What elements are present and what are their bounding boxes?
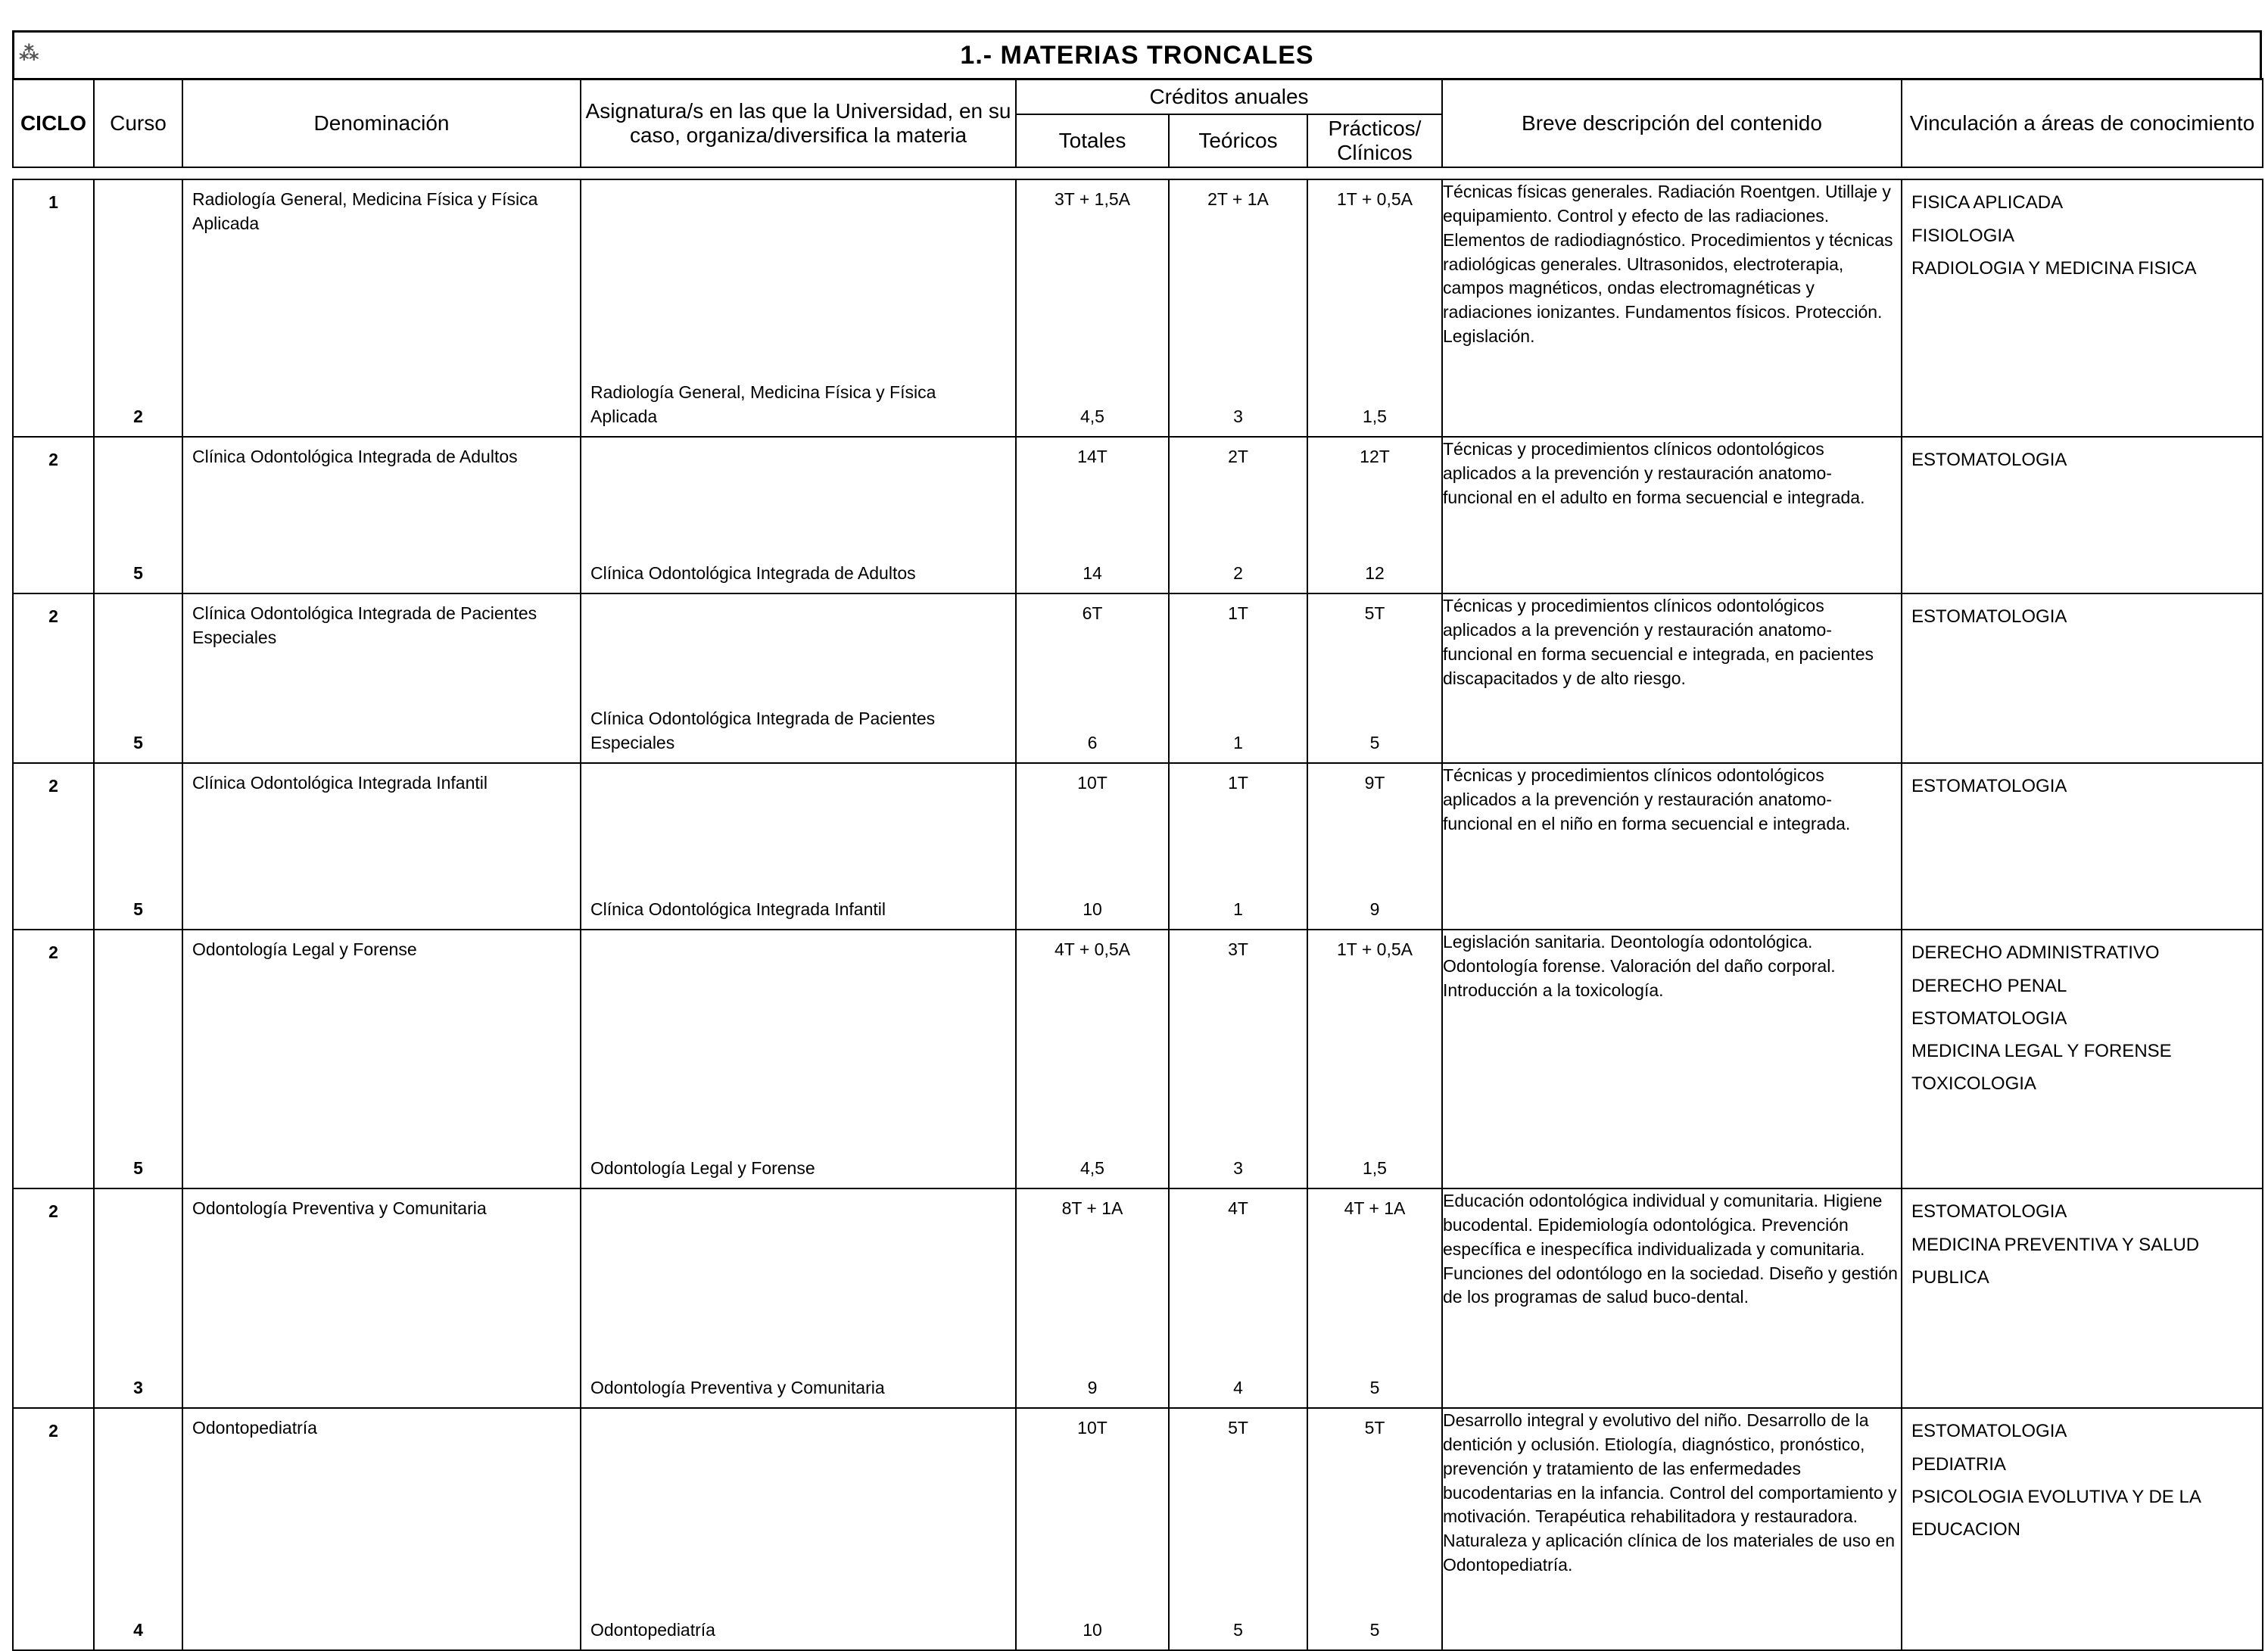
denominacion-cell: Odontopediatría xyxy=(192,1418,317,1438)
subject-row xyxy=(13,593,2263,763)
teoricos-top-cell: 5T xyxy=(1228,1418,1248,1438)
area-item: ESTOMATOLOGIA xyxy=(1911,1008,2067,1029)
practicos-top-cell: 12T xyxy=(1360,447,1390,467)
curso-cell: 5 xyxy=(133,732,143,752)
asignatura-cell: Odontología Preventiva y Comunitaria xyxy=(590,1377,885,1397)
ciclo-cell: 2 xyxy=(13,593,94,763)
teoricos-cell: 5 xyxy=(1233,1619,1243,1640)
curso-cell: 5 xyxy=(133,1157,143,1178)
area-item: PEDIATRIA xyxy=(1911,1453,2006,1475)
area-item: FISIOLOGIA xyxy=(1911,225,2015,246)
header-asignatura: Asignatura/s en las que la Universidad, en su caso, organiza/diversifica la materia xyxy=(581,79,1016,168)
asignatura-cell: Clínica Odontológica Integrada de Pacientes Especiales xyxy=(590,708,936,752)
totales-cell: 9 xyxy=(1087,1377,1098,1397)
asignatura-cell: Odontología Legal y Forense xyxy=(590,1157,815,1178)
corner-mark: ⁂ xyxy=(19,42,40,64)
descripcion-cell: Educación odontológica individual y comunitaria. Higiene bucodental. Epidemiología odontológica. Prevención específica e inespecífica individualizada y comunitaria. Funciones del odontólogo en la sociedad. Diseño y gestión de los programas de salud buco-dental. xyxy=(1442,1188,1902,1408)
denominacion-cell: Clínica Odontológica Integrada de Adultos xyxy=(192,447,518,467)
header-practicos: Prácticos/ Clínicos xyxy=(1307,114,1442,167)
totales-cell: 14 xyxy=(1083,562,1102,583)
teoricos-cell: 3 xyxy=(1233,406,1243,426)
ciclo-cell: 2 xyxy=(13,763,94,930)
totales-cell: 6 xyxy=(1087,732,1098,752)
subject-row xyxy=(13,1408,2263,1650)
areas-list xyxy=(1902,764,2262,808)
practicos-cell: 9 xyxy=(1369,899,1380,919)
area-item: RADIOLOGIA Y MEDICINA FISICA xyxy=(1911,257,2197,279)
practicos-top-cell: 5T xyxy=(1364,603,1385,624)
teoricos-cell: 1 xyxy=(1233,899,1243,919)
practicos-cell: 1,5 xyxy=(1363,1157,1387,1178)
subject-row xyxy=(13,437,2263,593)
areas-list xyxy=(1902,594,2262,639)
area-item: TOXICOLOGIA xyxy=(1911,1073,2036,1095)
totales-cell: 10 xyxy=(1083,899,1102,919)
section-title: 1.- MATERIAS TRONCALES xyxy=(960,40,1314,70)
teoricos-cell: 4 xyxy=(1233,1377,1243,1397)
ciclo-cell: 2 xyxy=(13,1188,94,1408)
asignatura-cell: Clínica Odontológica Integrada de Adultos xyxy=(590,562,916,583)
area-item: PSICOLOGIA EVOLUTIVA Y DE LA EDUCACION xyxy=(1911,1486,2201,1540)
denominacion-cell: Radiología General, Medicina Física y Física Aplicada xyxy=(192,189,538,234)
totales-top-cell: 4T + 0,5A xyxy=(1055,939,1130,960)
asignatura-cell: Radiología General, Medicina Física y Física Aplicada xyxy=(590,382,936,426)
practicos-top-cell: 4T + 1A xyxy=(1344,1198,1406,1219)
practicos-cell: 5 xyxy=(1369,1377,1380,1397)
area-item: ESTOMATOLOGIA xyxy=(1911,450,2067,471)
practicos-top-cell: 1T + 0,5A xyxy=(1337,189,1413,210)
header-creditos: Créditos anuales xyxy=(1016,79,1442,115)
descripcion-cell: Legislación sanitaria. Deontología odontológica. Odontología forense. Valoración del daño corporal. Introducción a la toxicología. xyxy=(1442,930,1902,1188)
totales-cell: 4,5 xyxy=(1080,406,1104,426)
descripcion-cell: Técnicas y procedimientos clínicos odontológicos aplicados a la prevención y restauración anatomo-funcional en el niño en forma secuencial e integrada. xyxy=(1442,763,1902,930)
area-item: ESTOMATOLOGIA xyxy=(1911,606,2067,628)
totales-top-cell: 10T xyxy=(1077,1418,1108,1438)
teoricos-top-cell: 1T xyxy=(1228,773,1248,793)
areas-list xyxy=(1902,438,2262,482)
descripcion-cell: Técnicas y procedimientos clínicos odontológicos aplicados a la prevención y restauración anatomo-funcional en el adulto en forma secuencial e integrada. xyxy=(1442,437,1902,593)
area-item: DERECHO PENAL xyxy=(1911,975,2067,996)
areas-list xyxy=(1902,930,2262,1106)
area-item: FISICA APLICADA xyxy=(1911,192,2064,213)
teoricos-cell: 3 xyxy=(1233,1157,1243,1178)
practicos-cell: 5 xyxy=(1369,1619,1380,1640)
header-teoricos: Teóricos xyxy=(1169,114,1307,167)
asignatura-cell: Odontopediatría xyxy=(590,1619,715,1640)
teoricos-cell: 1 xyxy=(1233,732,1243,752)
header-curso: Curso xyxy=(94,79,182,168)
practicos-top-cell: 9T xyxy=(1364,773,1385,793)
teoricos-top-cell: 1T xyxy=(1228,603,1248,624)
totales-top-cell: 6T xyxy=(1082,603,1103,624)
denominacion-cell: Odontología Legal y Forense xyxy=(192,939,417,960)
area-item: DERECHO ADMINISTRATIVO xyxy=(1911,942,2160,964)
totales-cell: 10 xyxy=(1083,1619,1102,1640)
header-denominacion: Denominación xyxy=(182,79,581,168)
curso-cell: 4 xyxy=(133,1619,143,1640)
totales-top-cell: 8T + 1A xyxy=(1061,1198,1123,1219)
subject-row xyxy=(13,930,2263,1188)
denominacion-cell: Clínica Odontológica Integrada Infantil xyxy=(192,773,488,793)
teoricos-top-cell: 2T + 1A xyxy=(1207,189,1269,210)
curso-cell: 2 xyxy=(133,406,143,426)
totales-cell: 4,5 xyxy=(1080,1157,1104,1178)
subjects-table xyxy=(12,78,2263,1651)
header-descripcion: Breve descripción del contenido xyxy=(1442,79,1902,168)
denominacion-cell: Odontología Preventiva y Comunitaria xyxy=(192,1198,487,1219)
header-vinculacion: Vinculación a áreas de conocimiento xyxy=(1902,79,2263,168)
descripcion-cell: Técnicas y procedimientos clínicos odontológicos aplicados a la prevención y restauración anatomo-funcional en forma secuencial e integrada, en pacientes discapacitados y de alto riesgo. xyxy=(1442,593,1902,763)
practicos-top-cell: 1T + 0,5A xyxy=(1337,939,1413,960)
header-totales: Totales xyxy=(1016,114,1169,167)
subject-row xyxy=(13,1188,2263,1408)
descripcion-cell: Desarrollo integral y evolutivo del niño. Desarrollo de la dentición y oclusión. Etiología, diagnóstico, pronóstico, prevención y tratamiento de las enfermedades bucodentarias en la infancia. Control del comportamiento y motivación. Terapéutica rehabilitadora y restauradora. Naturaleza y aplicación clínica de los materiales de uso en Odontopediatría. xyxy=(1442,1408,1902,1650)
materias-troncales-sheet xyxy=(12,30,2262,1651)
totales-top-cell: 10T xyxy=(1077,773,1108,793)
subject-row xyxy=(13,763,2263,930)
area-item: ESTOMATOLOGIA xyxy=(1911,1201,2067,1223)
curso-cell: 5 xyxy=(133,899,143,919)
areas-list xyxy=(1902,180,2262,291)
descripcion-cell: Técnicas físicas generales. Radiación Roentgen. Utillaje y equipamiento. Control y efecto de las radiaciones. Elementos de radiodiagnóstico. Procedimientos y técnicas radiológicas generales. Ultrasonidos, electroterapia, campos magnéticos, ondas electromagnéticas y radiaciones ionizantes. Fundamentos físicos. Protección. Legislación. xyxy=(1442,179,1902,437)
practicos-cell: 5 xyxy=(1369,732,1380,752)
ciclo-cell: 2 xyxy=(13,1408,94,1650)
denominacion-cell: Clínica Odontológica Integrada de Pacientes Especiales xyxy=(192,603,537,648)
ciclo-cell: 2 xyxy=(13,437,94,593)
areas-list xyxy=(1902,1189,2262,1300)
teoricos-top-cell: 3T xyxy=(1228,939,1248,960)
practicos-cell: 12 xyxy=(1365,562,1385,583)
area-item: ESTOMATOLOGIA xyxy=(1911,1421,2067,1442)
area-item: MEDICINA PREVENTIVA Y SALUD PUBLICA xyxy=(1911,1234,2200,1288)
practicos-top-cell: 5T xyxy=(1364,1418,1385,1438)
curso-cell: 3 xyxy=(133,1377,143,1397)
section-title-bar xyxy=(12,30,2262,78)
teoricos-cell: 2 xyxy=(1233,562,1243,583)
asignatura-cell: Clínica Odontológica Integrada Infantil xyxy=(590,899,886,919)
header-ciclo: CICLO xyxy=(13,79,94,168)
ciclo-cell: 1 xyxy=(13,179,94,437)
areas-list xyxy=(1902,1409,2262,1552)
curso-cell: 5 xyxy=(133,562,143,583)
teoricos-top-cell: 4T xyxy=(1228,1198,1248,1219)
area-item: ESTOMATOLOGIA xyxy=(1911,776,2067,797)
subjects-table-body xyxy=(13,179,2263,1650)
totales-top-cell: 3T + 1,5A xyxy=(1055,189,1130,210)
teoricos-top-cell: 2T xyxy=(1228,447,1248,467)
area-item: MEDICINA LEGAL Y FORENSE xyxy=(1911,1040,2172,1061)
ciclo-cell: 2 xyxy=(13,930,94,1188)
practicos-cell: 1,5 xyxy=(1363,406,1387,426)
subject-row xyxy=(13,179,2263,437)
totales-top-cell: 14T xyxy=(1077,447,1108,467)
